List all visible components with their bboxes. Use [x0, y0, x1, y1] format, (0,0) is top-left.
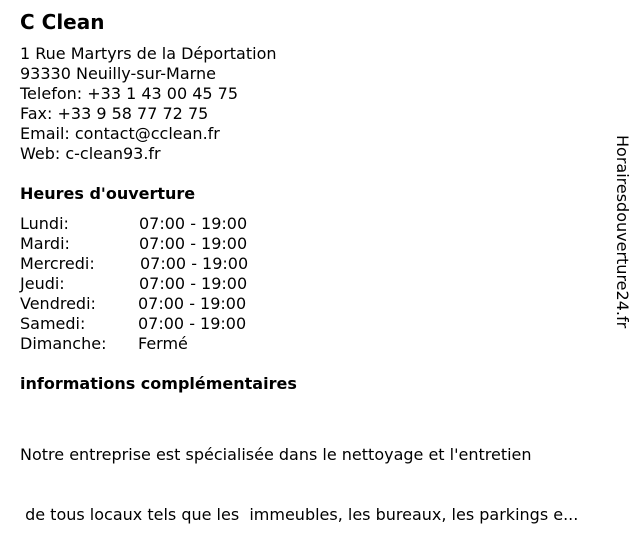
address-city: 93330 Neuilly-sur-Marne — [20, 64, 216, 83]
site-watermark: Horairesdouverture24.fr — [613, 135, 632, 329]
contact-block — [20, 44, 277, 164]
time-value: Fermé — [138, 334, 188, 353]
info-text — [20, 405, 578, 545]
hours-row-saturday — [20, 314, 320, 334]
time-value: 07:00 - 19:00 — [138, 314, 247, 333]
info-line-2: de tous locaux tels que les immeubles, les bureaux, les parkings e... — [20, 505, 579, 524]
website: Web: c-clean93.fr — [20, 144, 161, 163]
time-value: 07:00 - 19:00 — [139, 274, 248, 293]
hours-row-thursday — [20, 274, 320, 294]
time-value: 07:00 - 19:00 — [140, 254, 249, 273]
hours-row-monday — [20, 214, 320, 234]
time-value: 07:00 - 19:00 — [138, 294, 247, 313]
hours-row-sunday — [20, 334, 320, 354]
day-label: Samedi: — [20, 314, 86, 333]
email-address: Email: contact@cclean.fr — [20, 124, 220, 143]
address-street: 1 Rue Martyrs de la Déportation — [20, 44, 277, 63]
hours-row-tuesday — [20, 234, 320, 254]
time-value: 07:00 - 19:00 — [139, 234, 248, 253]
hours-table — [20, 214, 320, 354]
phone-number: Telefon: +33 1 43 00 45 75 — [20, 84, 239, 103]
day-label: Mercredi: — [20, 254, 95, 273]
info-line-1: Notre entreprise est spécialisée dans le nettoyage et l'entretien — [20, 445, 532, 464]
time-value: 07:00 - 19:00 — [139, 214, 248, 233]
day-label: Vendredi: — [20, 294, 96, 313]
business-name: C Clean — [20, 10, 105, 34]
hours-row-friday — [20, 294, 320, 314]
day-label: Dimanche: — [20, 334, 107, 353]
day-label: Mardi: — [20, 234, 70, 253]
day-label: Lundi: — [20, 214, 69, 233]
hours-heading: Heures d'ouverture — [20, 184, 196, 203]
fax-number: Fax: +33 9 58 77 72 75 — [20, 104, 209, 123]
day-label: Jeudi: — [20, 274, 65, 293]
hours-row-wednesday — [20, 254, 320, 274]
info-heading: informations complémentaires — [20, 374, 297, 393]
